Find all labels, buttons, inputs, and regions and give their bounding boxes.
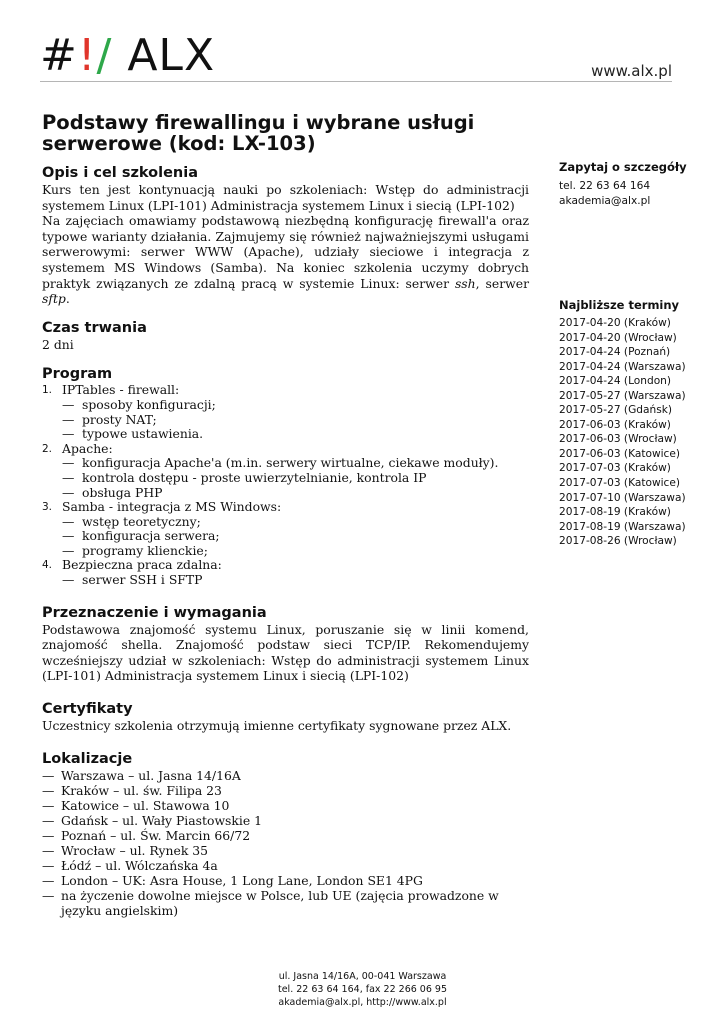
main-content [42, 164, 529, 918]
terminy-box [559, 298, 699, 549]
program-item-label: Bezpieczna praca zdalna: [62, 557, 222, 573]
location-item: — na życzenie dowolne miejsce w Polsce, lub UE (zajęcia prowadzone w języku angielskim) [42, 888, 529, 918]
program-subitem: — sposoby konfiguracji; [62, 398, 529, 413]
term-item[interactable]: 2017-07-03 (Katowice) [559, 477, 681, 490]
term-item[interactable]: 2017-04-20 (Wrocław) [559, 331, 677, 344]
program-item [42, 558, 529, 587]
opis-paragraph-1: Kurs ten jest kontynuacją nauki po szkoleniach: Wstęp do administracji systemem Linux (LPI-101) Administracja systemem Linux i siecią (LPI-102) [42, 182, 529, 213]
term-item[interactable]: 2017-08-19 (Warszawa) [559, 520, 686, 533]
program-item-number: 3. [42, 501, 53, 514]
footer-phone-fax: tel. 22 63 64 164, fax 22 266 06 95 [277, 984, 447, 995]
opis-text: Na zajęciach omawiamy podstawową niezbędną konfigurację firewall'a oraz typowe warianty działania. Zajmujemy się również najważniejszymi usługami serwerowymi: serwer WWW (Apache), udziały sieciowe i integracja z systemem MS Windows (Samba). Na koniec szkolenia uczymy dobrych praktyk związanych ze zdalną pracą w systemie Linux: serwer [42, 213, 529, 291]
opis-text-mid: , serwer [475, 275, 529, 291]
opis-text-end: . [65, 291, 70, 307]
program-subitem: — programy klienckie; [62, 544, 529, 559]
alx-logo[interactable] [40, 32, 215, 80]
term-item[interactable]: 2017-08-19 (Kraków) [559, 506, 671, 519]
program-subitem: — prosty NAT; [62, 413, 529, 428]
program-subitem: — kontrola dostępu - proste uwierzytelnianie, kontrola IP [62, 471, 529, 486]
program-item [42, 442, 529, 500]
term-item[interactable]: 2017-07-10 (Warszawa) [559, 491, 686, 504]
program-sublist [62, 398, 529, 442]
term-item[interactable]: 2017-07-03 (Kraków) [559, 462, 671, 475]
location-item: — Poznań – ul. Św. Marcin 66/72 [42, 828, 529, 843]
certyfikaty-text: Uczestnicy szkolenia otrzymują imienne certyfikaty sygnowane przez ALX. [42, 718, 512, 734]
location-item: — Warszawa – ul. Jasna 14/16A [42, 768, 529, 783]
terminy-heading: Najbliższe terminy [559, 298, 680, 312]
term-item[interactable]: 2017-08-26 (Wrocław) [559, 535, 677, 548]
logo-exclamation: ! [77, 30, 97, 81]
term-item[interactable]: 2017-04-24 (London) [559, 375, 672, 388]
term-item[interactable]: 2017-06-03 (Katowice) [559, 447, 681, 460]
footer-address: ul. Jasna 14/16A, 00-041 Warszawa [278, 971, 447, 982]
term-item[interactable]: 2017-05-27 (Warszawa) [559, 389, 686, 402]
program-item-label: Apache: [62, 440, 113, 456]
program-list [42, 383, 529, 587]
program-item [42, 500, 529, 558]
page-footer [0, 970, 725, 1009]
term-item[interactable]: 2017-05-27 (Gdańsk) [559, 404, 672, 417]
opis-sftp: sftp [42, 291, 66, 307]
program-sublist [62, 456, 529, 500]
location-item: — Katowice – ul. Stawowa 10 [42, 798, 529, 813]
section-heading-opis: Opis i cel szkolenia [42, 165, 198, 181]
location-item: — Łódź – ul. Wólczańska 4a [42, 858, 529, 873]
program-subitem: — serwer SSH i SFTP [62, 573, 529, 588]
term-item[interactable]: 2017-04-24 (Warszawa) [559, 360, 686, 373]
program-item-number: 4. [42, 559, 53, 572]
term-item[interactable]: 2017-06-03 (Wrocław) [559, 433, 677, 446]
przeznaczenie-text: Podstawowa znajomość systemu Linux, poruszanie się w linii komend, znajomość shella. Znajomość podstaw sieci TCP/IP. Rekomendujemy wcześniejszy udział w szkoleniach: Wstęp do administracji systemem Linux (LPI-101) Administracja systemem Linux i siecią (LPI-102) [42, 621, 529, 684]
footer-contact-links[interactable]: akademia@alx.pl, http://www.alx.pl [278, 997, 447, 1008]
location-item: — Gdańsk – ul. Wały Piastowskie 1 [42, 813, 529, 828]
contact-box [559, 160, 699, 208]
contact-heading: Zapytaj o szczegóły [559, 160, 687, 174]
program-item-label: Samba - integracja z MS Windows: [62, 499, 282, 515]
page-header [40, 32, 672, 82]
program-subitem: — obsługa PHP [62, 486, 529, 501]
term-item[interactable]: 2017-06-03 (Kraków) [559, 418, 671, 431]
section-heading-lokalizacje: Lokalizacje [42, 750, 133, 767]
program-item-label: IPTables - firewall: [62, 382, 180, 398]
section-heading-czas: Czas trwania [42, 319, 147, 336]
program-subitem: — konfiguracja Apache'a (m.in. serwery wirtualne, ciekawe moduły). [62, 456, 529, 471]
location-item: — London – UK: Asra House, 1 Long Lane, London SE1 4PG [42, 873, 529, 888]
program-subitem: — typowe ustawienia. [62, 427, 529, 442]
program-sublist [62, 515, 529, 559]
header-divider [40, 81, 672, 82]
section-heading-program: Program [42, 366, 113, 383]
program-item-number: 1. [42, 384, 53, 397]
program-sublist [62, 573, 529, 588]
course-title: Podstawy firewallingu i wybrane usługi serwerowe (kod: LX-103) [42, 111, 475, 155]
section-heading-certyfikaty: Certyfikaty [42, 701, 133, 718]
program-item [42, 383, 529, 441]
logo-hash: # [40, 30, 78, 81]
location-item: — Kraków – ul. św. Filipa 23 [42, 783, 529, 798]
term-item[interactable]: 2017-04-24 (Poznań) [559, 346, 671, 359]
opis-paragraph-2 [42, 213, 529, 307]
logo-text: ALX [112, 30, 216, 81]
contact-phone[interactable]: tel. 22 63 64 164 [559, 180, 651, 192]
contact-email[interactable]: akademia@alx.pl [559, 194, 651, 207]
site-url[interactable]: www.alx.pl [591, 62, 672, 80]
term-item[interactable]: 2017-04-20 (Kraków) [559, 317, 671, 329]
czas-value: 2 dni [42, 336, 74, 352]
logo-slash: / [96, 30, 113, 81]
program-subitem: — konfiguracja serwera; [62, 529, 529, 544]
program-item-number: 2. [42, 442, 53, 455]
lokalizacje-list [42, 768, 529, 918]
opis-ssh: ssh [454, 275, 476, 291]
section-heading-przeznaczenie: Przeznaczenie i wymagania [42, 604, 267, 621]
location-item: — Wrocław – ul. Rynek 35 [42, 843, 529, 858]
program-subitem: — wstęp teoretyczny; [62, 515, 529, 530]
